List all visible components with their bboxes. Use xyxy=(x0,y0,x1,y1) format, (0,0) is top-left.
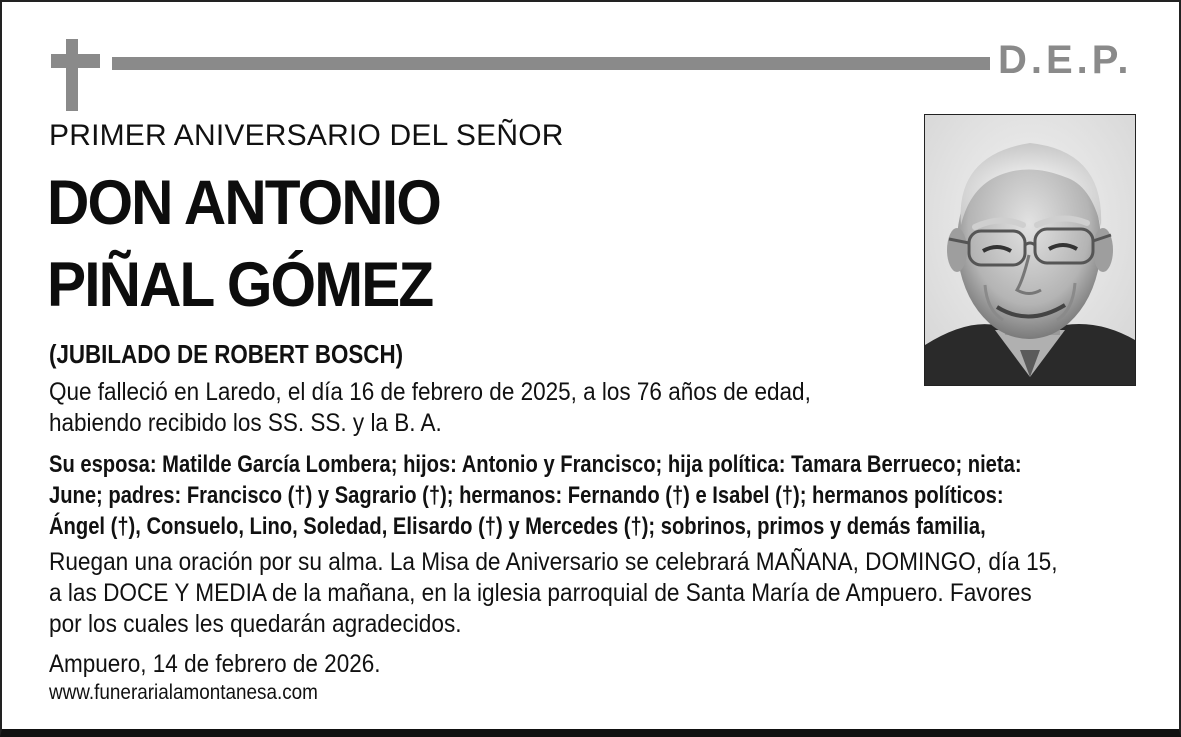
mass-line1: Ruegan una oración por su alma. La Misa de Aniversario se celebrará MAÑANA, DOMINGO, día 15, xyxy=(49,548,1058,576)
deceased-name-line1: DON ANTONIO xyxy=(47,168,440,238)
death-details-line1: Que falleció en Laredo, el día 16 de febrero de 2025, a los 76 años de edad, xyxy=(49,378,811,406)
dep-label: D.E.P. xyxy=(998,38,1133,82)
mass-line2: a las DOCE Y MEDIA de la mañana, en la iglesia parroquial de Santa María de Ampuero. Favores xyxy=(49,579,1032,607)
deceased-name-line2: PIÑAL GÓMEZ xyxy=(47,250,433,320)
family-list xyxy=(49,449,1022,542)
cross-vertical-bar xyxy=(66,39,78,111)
cross-horizontal-bar xyxy=(51,54,100,68)
death-details xyxy=(49,377,811,439)
mass-announcement xyxy=(49,547,1058,640)
deceased-occupation: (JUBILADO DE ROBERT BOSCH) xyxy=(49,339,404,369)
family-line1: Su esposa: Matilde García Lombera; hijos: Antonio y Francisco; hija política: Tamara Berrueco; nieta: xyxy=(49,451,1022,478)
website-link[interactable]: www.funerarialamontanesa.com xyxy=(49,681,318,704)
death-details-line2: habiendo recibido los SS. SS. y la B. A. xyxy=(49,409,442,437)
place-date: Ampuero, 14 de febrero de 2026. xyxy=(49,650,381,678)
notice-pretitle: PRIMER ANIVERSARIO DEL SEÑOR xyxy=(49,119,564,152)
family-line3: Ángel (†), Consuelo, Lino, Soledad, Elisardo (†) y Mercedes (†); sobrinos, primos y demás familia, xyxy=(49,513,986,540)
deceased-portrait-photo xyxy=(924,114,1136,386)
header-divider xyxy=(112,57,990,70)
mass-line3: por los cuales les quedarán agradecidos. xyxy=(49,610,462,638)
family-line2: June; padres: Francisco (†) y Sagrario (†); hermanos: Fernando (†) e Isabel (†); hermanos políticos: xyxy=(49,482,1004,509)
